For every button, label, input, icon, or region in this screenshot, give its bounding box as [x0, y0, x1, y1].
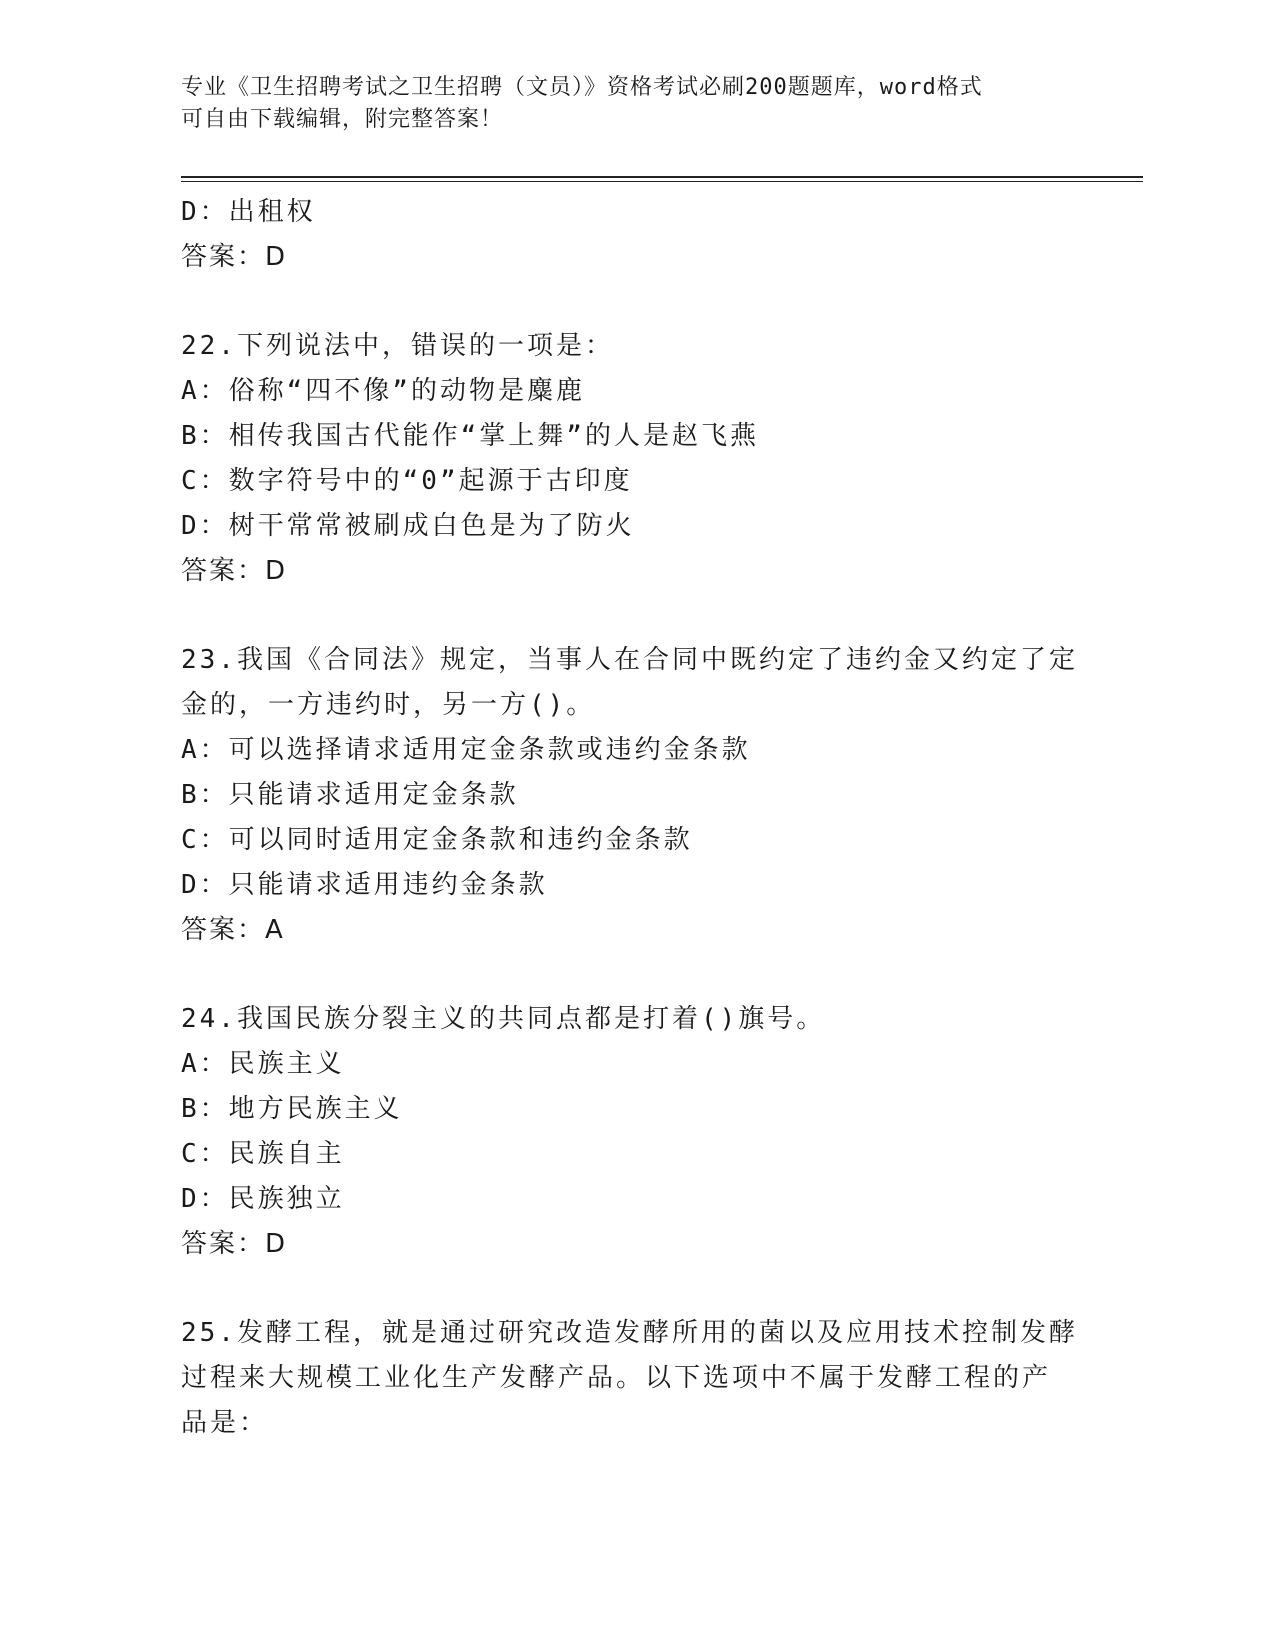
option-d: D：民族独立	[181, 1184, 345, 1214]
question-text-continued: 过程来大规模工业化生产发酵产品。以下选项中不属于发酵工程的产	[181, 1363, 1052, 1393]
question-block-24	[181, 997, 1081, 1267]
spacer	[181, 594, 1081, 638]
question-text: 25.发酵工程，就是通过研究改造发酵所用的菌以及应用技术控制发酵	[181, 1318, 1078, 1348]
option-a: A：俗称“四不像”的动物是麋鹿	[181, 376, 585, 406]
question-block-23	[181, 638, 1081, 953]
option-d: D：出租权	[181, 197, 316, 227]
option-b: B：相传我国古代能作“掌上舞”的人是赵飞燕	[181, 421, 759, 451]
question-block-25	[181, 1311, 1081, 1446]
header-divider-thick	[181, 176, 1143, 178]
option-a: A：民族主义	[181, 1049, 345, 1079]
option-b: B：地方民族主义	[181, 1094, 403, 1124]
answer-line: 答案：D	[181, 242, 288, 272]
option-c: C：民族自主	[181, 1139, 345, 1169]
answer-line: 答案：D	[181, 1229, 288, 1259]
answer-line: 答案：D	[181, 556, 288, 586]
option-a: A：可以选择请求适用定金条款或违约金条款	[181, 735, 751, 765]
option-b: B：只能请求适用定金条款	[181, 780, 519, 810]
question-text-continued: 金的，一方违约时，另一方()。	[181, 690, 596, 720]
header-divider-thin	[181, 181, 1143, 182]
question-text-continued: 品是：	[181, 1408, 269, 1438]
question-content	[181, 190, 1081, 1446]
question-text: 24.我国民族分裂主义的共同点都是打着()旗号。	[181, 1004, 826, 1034]
header-title-line-2: 可自由下载编辑，附完整答案！	[181, 107, 504, 132]
spacer	[181, 280, 1081, 324]
option-c: C：数字符号中的“0”起源于古印度	[181, 466, 633, 496]
question-text: 23.我国《合同法》规定，当事人在合同中既约定了违约金又约定了定	[181, 645, 1078, 675]
page-header	[181, 72, 1061, 136]
question-text: 22.下列说法中，错误的一项是：	[181, 331, 614, 361]
question-block-22	[181, 324, 1081, 594]
option-c: C：可以同时适用定金条款和违约金条款	[181, 825, 693, 855]
option-d: D：树干常常被刷成白色是为了防火	[181, 511, 635, 541]
spacer	[181, 1267, 1081, 1311]
answer-line: 答案：A	[181, 915, 285, 945]
spacer	[181, 953, 1081, 997]
header-title-line-1: 专业《卫生招聘考试之卫生招聘（文员）》资格考试必刷200题题库，word格式	[181, 75, 983, 100]
option-d: D：只能请求适用违约金条款	[181, 870, 548, 900]
